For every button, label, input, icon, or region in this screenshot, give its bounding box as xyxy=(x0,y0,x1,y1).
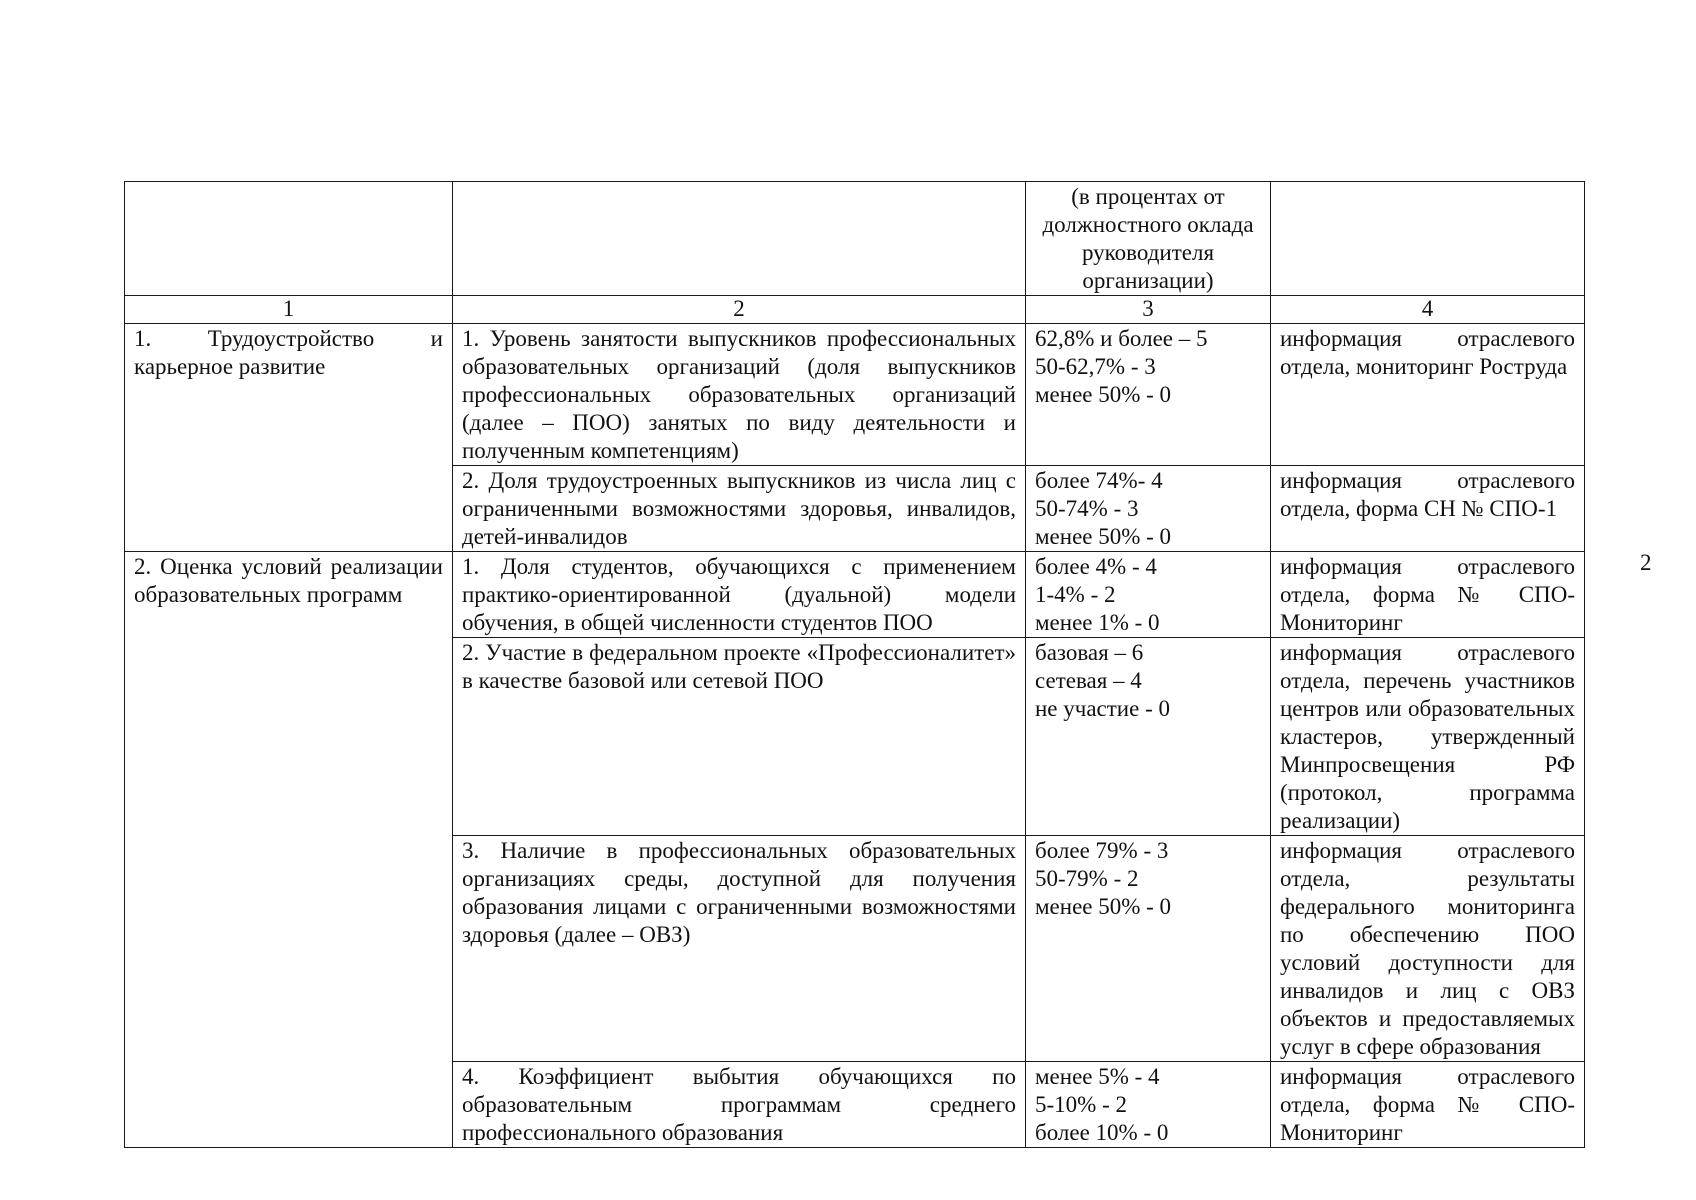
indicator-scores xyxy=(1026,466,1271,552)
column-number: 1 xyxy=(125,296,453,324)
score-line: менее 50% - 0 xyxy=(1035,524,1172,549)
score-line: 50-79% - 2 xyxy=(1035,866,1139,891)
column-number: 3 xyxy=(1026,296,1271,324)
score-line: не участие - 0 xyxy=(1035,696,1170,721)
score-line: 62,8% и более – 5 xyxy=(1035,326,1208,351)
header-cell-1 xyxy=(125,182,453,296)
indicator-scores xyxy=(1026,1062,1271,1148)
score-line: базовая – 6 xyxy=(1035,640,1144,665)
column-number-row xyxy=(125,296,1585,324)
indicator-text: 3. Наличие в профессиональных образовательных организациях среды, доступной для получения образования лицами с ограниченными возможностями здоровья (далее – ОВЗ) xyxy=(453,836,1026,1062)
page-number: 2 xyxy=(1640,550,1652,575)
table-row xyxy=(125,552,1585,638)
score-line: более 74%- 4 xyxy=(1035,468,1163,493)
score-line: менее 1% - 0 xyxy=(1035,610,1160,635)
score-line: более 79% - 3 xyxy=(1035,838,1169,863)
column-number: 4 xyxy=(1271,296,1585,324)
score-line: 50-74% - 3 xyxy=(1035,496,1139,521)
score-line: 5-10% - 2 xyxy=(1035,1092,1127,1117)
header-cell-2 xyxy=(453,182,1026,296)
indicator-text: 1. Уровень занятости выпускников профессиональных образовательных организаций (доля выпускников профессиональных образовательных организаций (далее – ПОО) занятых по виду деятельности и полученным компетенциям) xyxy=(453,324,1026,466)
indicator-source: информация отраслевого отдела, перечень участников центров или образовательных кластеров, утвержденный Минпросвещения РФ (протокол, программа реализации) xyxy=(1271,638,1585,836)
score-line: 1-4% - 2 xyxy=(1035,582,1116,607)
indicator-scores xyxy=(1026,552,1271,638)
score-line: менее 5% - 4 xyxy=(1035,1064,1160,1089)
column-number: 2 xyxy=(453,296,1026,324)
indicator-source: информация отраслевого отдела, форма № СПО-Мониторинг xyxy=(1271,1062,1585,1148)
score-line: 50-62,7% - 3 xyxy=(1035,354,1156,379)
score-line: сетевая – 4 xyxy=(1035,668,1142,693)
indicator-source: информация отраслевого отдела, результаты федерального мониторинга по обеспечению ПОО условий доступности для инвалидов и лиц с ОВЗ объектов и предоставляемых услуг в сфере образования xyxy=(1271,836,1585,1062)
indicator-scores xyxy=(1026,638,1271,836)
score-line: менее 50% - 0 xyxy=(1035,894,1172,919)
indicator-scores xyxy=(1026,836,1271,1062)
table-row xyxy=(125,324,1585,466)
indicator-scores xyxy=(1026,324,1271,466)
score-line: менее 50% - 0 xyxy=(1035,382,1172,407)
indicator-source: информация отраслевого отдела, мониторинг Роструда xyxy=(1271,324,1585,466)
table-header-row xyxy=(125,182,1585,296)
indicator-text: 4. Коэффициент выбытия обучающихся по образовательным программам среднего профессионального образования xyxy=(453,1062,1026,1148)
score-line: более 4% - 4 xyxy=(1035,554,1157,579)
section-title: 1. Трудоустройство и карьерное развитие xyxy=(125,324,453,552)
criteria-table xyxy=(124,181,1585,1148)
header-cell-4 xyxy=(1271,182,1585,296)
indicator-text: 2. Участие в федеральном проекте «Профессионалитет» в качестве базовой или сетевой ПОО xyxy=(453,638,1026,836)
section-title: 2. Оценка условий реализации образовательных программ xyxy=(125,552,453,1148)
indicator-source: информация отраслевого отдела, форма СН № СПО-1 xyxy=(1271,466,1585,552)
header-cell-3: (в процентах от должностного оклада руководителя организации) xyxy=(1026,182,1271,296)
indicator-text: 2. Доля трудоустроенных выпускников из числа лиц с ограниченными возможностями здоровья, инвалидов, детей-инвалидов xyxy=(453,466,1026,552)
indicator-text: 1. Доля студентов, обучающихся с применением практико-ориентированной (дуальной) модели обучения, в общей численности студентов ПОО xyxy=(453,552,1026,638)
indicator-source: информация отраслевого отдела, форма № СПО-Мониторинг xyxy=(1271,552,1585,638)
score-line: более 10% - 0 xyxy=(1035,1120,1169,1145)
